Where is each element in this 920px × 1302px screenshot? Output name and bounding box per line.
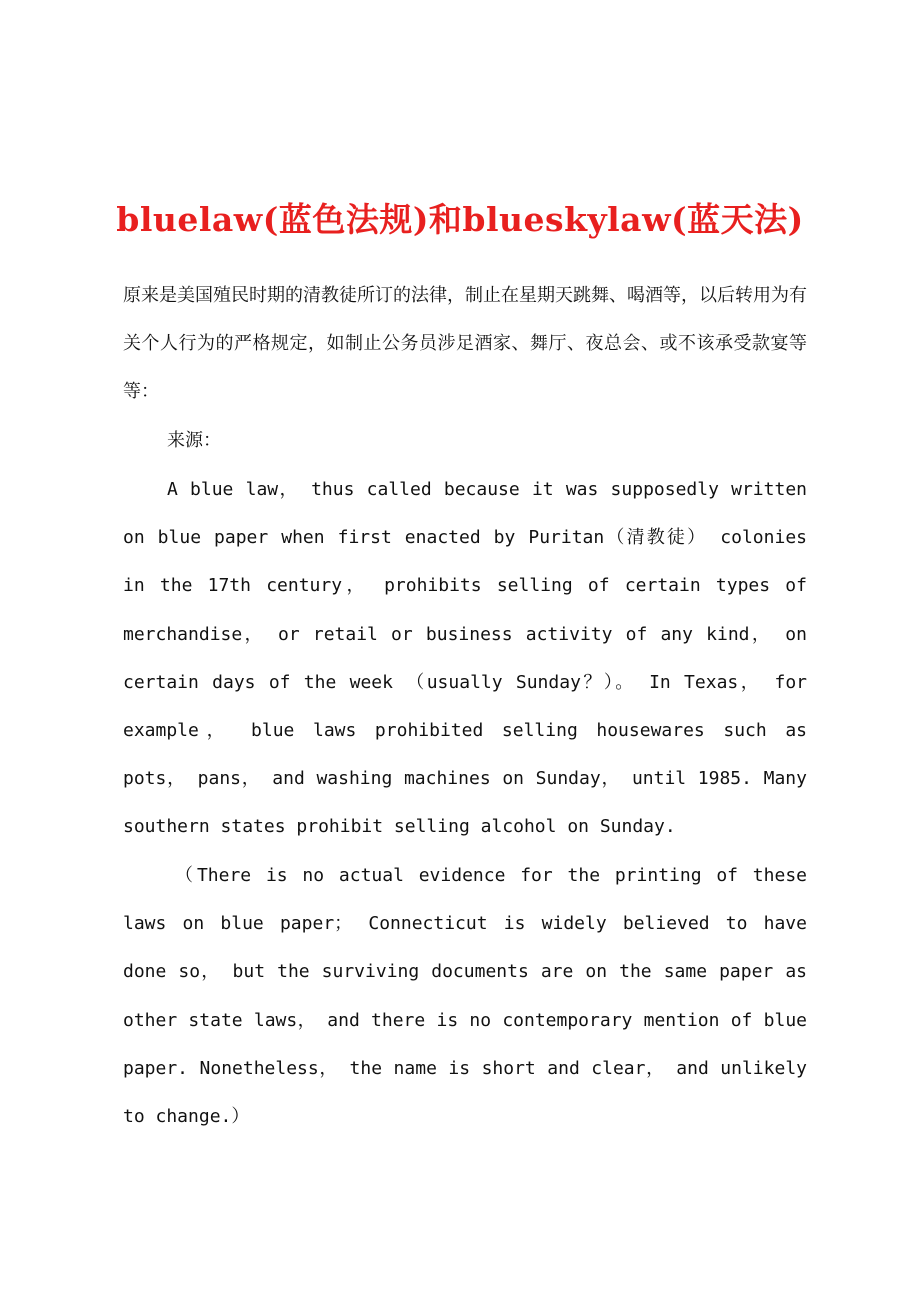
- english-paragraph-2: （There is no actual evidence for the printing of these laws on blue paper； Connecticut is widely believed to have done so， but the surviving documents are on the same paper as other state laws， and there is no contemporary mention of blue paper. Nonetheless， the name is short and clear， and unlikely to change.）: [123, 865, 807, 1128]
- english-paragraph-1: A blue law， thus called because it was supposedly written on blue paper when first enacted by Puritan（清教徒） colonies in the 17th century， prohibits selling of certain types of merchandise， or retail or business activity of any kind， on certain days of the week （usually Sunday？）。 In Texas， for example， blue laws prohibited selling housewares such as pots， pans， and washing machines on Sunday， until 1985. Many southern states prohibit selling alcohol on Sunday.: [123, 479, 807, 838]
- document-title: bluelaw(蓝色法规)和blueskylaw(蓝天法): [116, 200, 804, 239]
- source-label: 来源：: [167, 430, 221, 451]
- intro-paragraph: 原来是美国殖民时期的清教徒所订的法律，制止在星期天跳舞、喝酒等，以后转用为有关个人行为的严格规定，如制止公务员涉足酒家、舞厅、夜总会、或不该承受款宴等等：: [123, 285, 807, 403]
